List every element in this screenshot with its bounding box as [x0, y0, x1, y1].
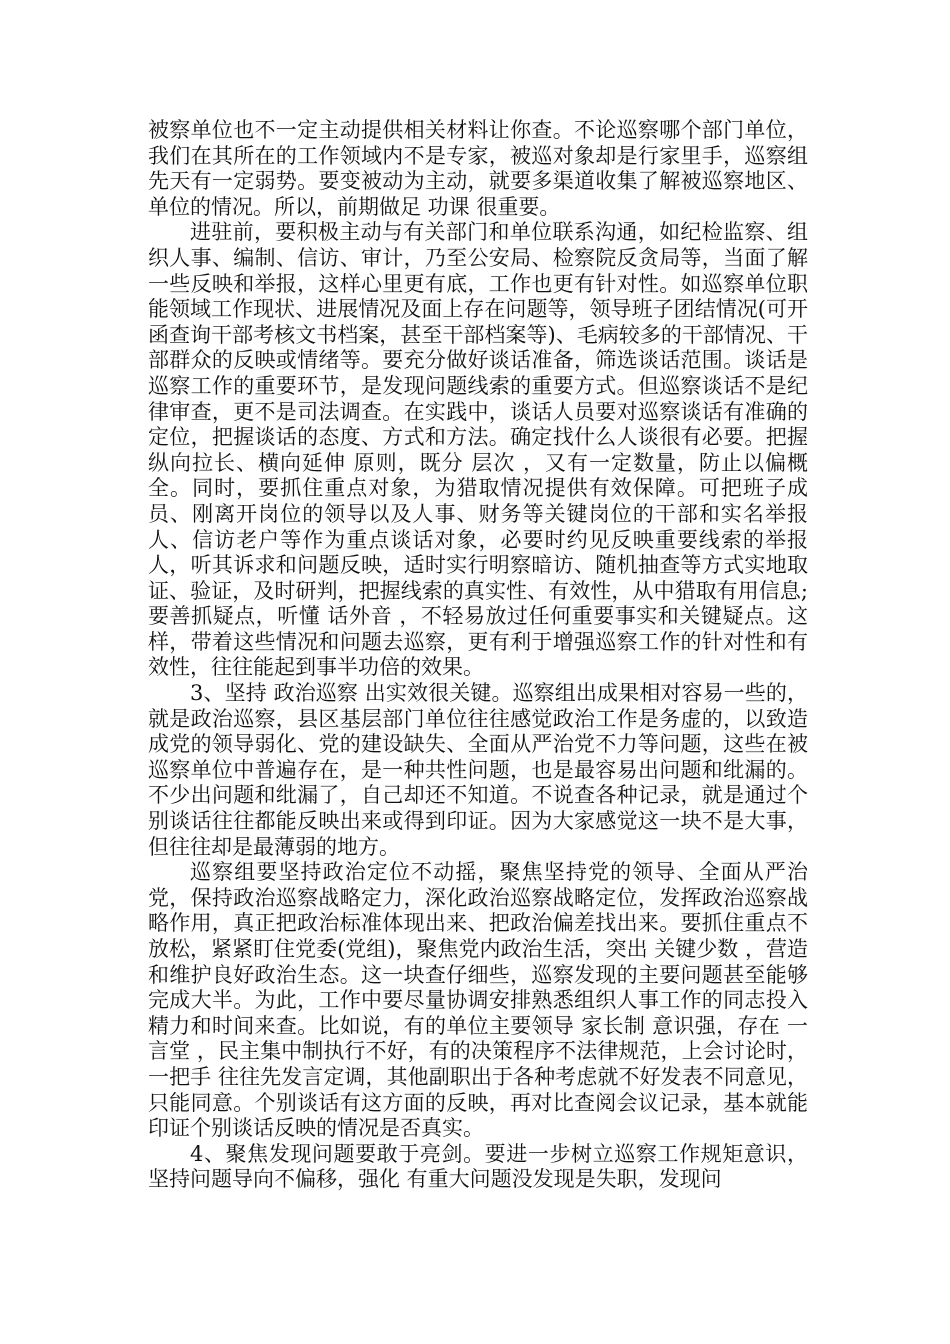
body-text — [148, 118, 808, 1193]
paragraph-4: 巡察组要坚持政治定位不动摇，聚焦坚持党的领导、全面从严治党，保持政治巡察战略定力，深化政治巡察战略定位，发挥政治巡察战略作用，真正把政治标准体现出来、把政治偏差找出来。要抓住重点不放松，紧紧盯住党委(党组)，聚焦党内政治生活，突出 关键少数 ，营造和维护良好政治生态。这一块查仔细些，巡察发现的主要问题甚至能够完成大半。为此，工作中要尽量协调安排熟悉组织人事工作的同志投入精力和时间来查。比如说，有的单位主要领导 家长制 意识强，存在 一言堂 ，民主集中制执行不好，有的决策程序不法律规范，上会讨论时， 一把手 往往先发言定调，其他副职出于各种考虑就不好发表不同意见，只能同意。个别谈话有这方面的反映，再对比查阅会议记录，基本就能印证个别谈话反映的情况是否真实。 — [148, 860, 808, 1141]
paragraph-3: 3、坚持 政治巡察 出实效很关键。巡察组出成果相对容易一些的，就是政治巡察，县区基层部门单位往往感觉政治工作是务虚的，以致造成党的领导弱化、党的建设缺失、全面从严治党不力等问题，这些在被巡察单位中普遍存在，是一种共性问题，也是最容易出问题和纰漏的。不少出问题和纰漏了，自己却还不知道。不说查各种记录，就是通过个别谈话往往都能反映出来或得到印证。因为大家感觉这一块不是大事，但往往却是最薄弱的地方。 — [148, 681, 808, 859]
paragraph-5: 4、聚焦发现问题要敢于亮剑。要进一步树立巡察工作规矩意识，坚持问题导向不偏移，强化 有重大问题没发现是失职，发现问 — [148, 1141, 808, 1192]
paragraph-2: 进驻前，要积极主动与有关部门和单位联系沟通，如纪检监察、组织人事、编制、信访、审计，乃至公安局、检察院反贪局等，当面了解一些反映和举报，这样心里更有底，工作也更有针对性。如巡察单位职能领域工作现状、进展情况及面上存在问题等，领导班子团结情况(可开函查询干部考核文书档案，甚至干部档案等)、毛病较多的干部情况、干部群众的反映或情绪等。要充分做好谈话准备，筛选谈话范围。谈话是巡察工作的重要环节，是发现问题线索的重要方式。但巡察谈话不是纪律审查，更不是司法调查。在实践中，谈话人员要对巡察谈话有准确的定位，把握谈话的态度、方式和方法。确定找什么人谈很有必要。把握 纵向拉长、横向延伸 原则，既分 层次 ，又有一定数量，防止以偏概全。同时，要抓住重点对象，为猎取情况提供有效保障。可把班子成员、刚离开岗位的领导以及人事、财务等关键岗位的干部和实名举报人、信访老户等作为重点谈话对象，必要时约见反映重要线索的举报人，听其诉求和问题反映，适时实行明察暗访、随机抽查等方式实地取证、验证，及时研判，把握线索的真实性、有效性，从中猎取有用信息;要善抓疑点，听懂 话外音 ，不轻易放过任何重要事实和关键疑点。这样，带着这些情况和问题去巡察，更有利于增强巡察工作的针对性和有效性，往往能起到事半功倍的效果。 — [148, 220, 808, 680]
paragraph-1: 被察单位也不一定主动提供相关材料让你查。不论巡察哪个部门单位，我们在其所在的工作领域内不是专家，被巡对象却是行家里手，巡察组先天有一定弱势。要变被动为主动，就要多渠道收集了解被巡察地区、单位的情况。所以，前期做足 功课 很重要。 — [148, 118, 808, 219]
